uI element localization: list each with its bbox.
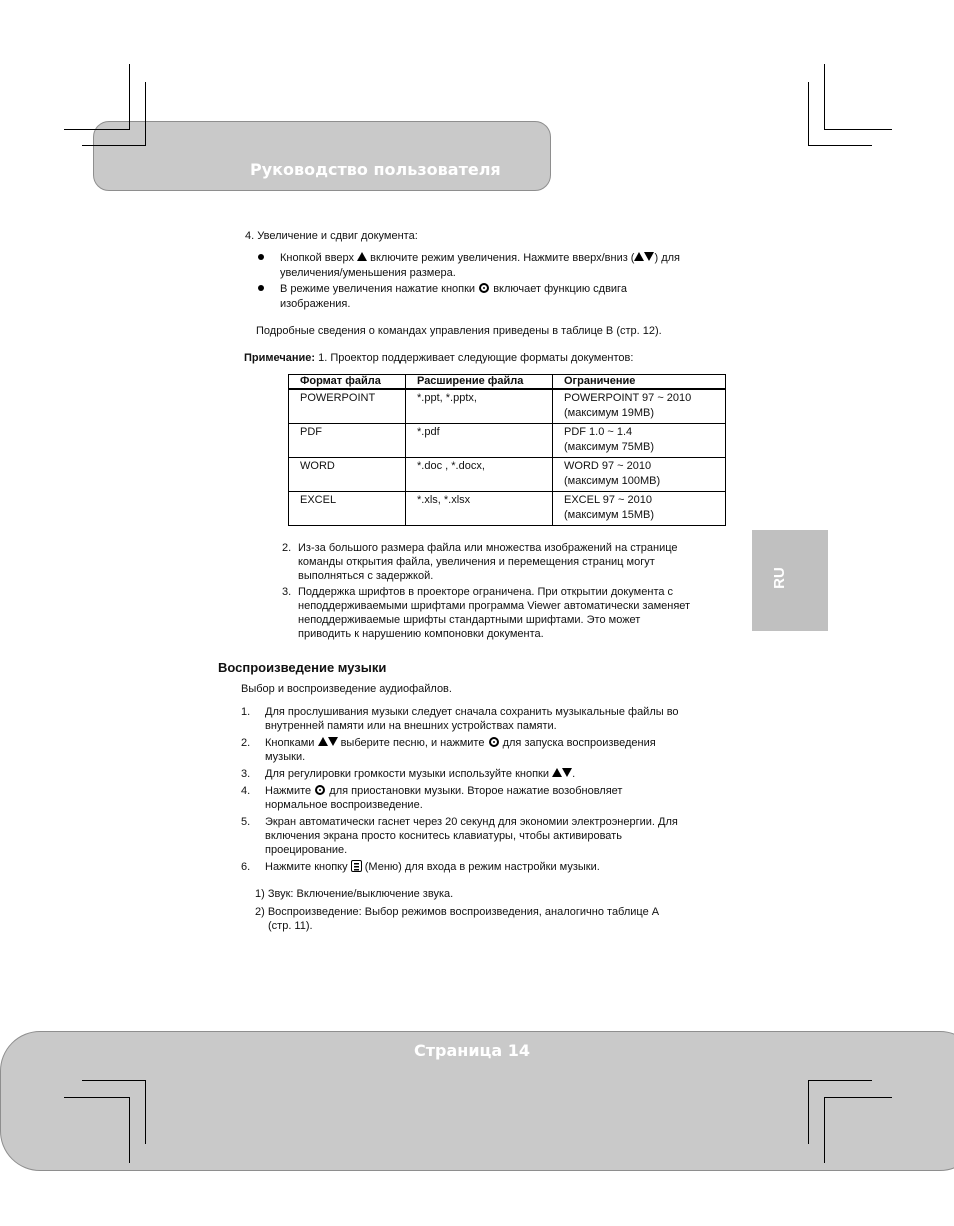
arrow-down-icon — [644, 252, 654, 261]
page-header-title: Руководство пользователя — [250, 160, 501, 179]
limit-line: POWERPOINT 97 ~ 2010 — [564, 392, 692, 404]
table-cell: PDF — [289, 424, 406, 458]
section-intro: Выбор и воспроизведение аудиофайлов. — [241, 683, 452, 695]
crop-mark — [129, 64, 130, 130]
limit-line: (максимум 19MB) — [564, 407, 655, 419]
formats-table — [288, 374, 726, 526]
table-cell — [553, 458, 726, 492]
ok-button-icon — [489, 737, 499, 747]
step-text: . — [572, 768, 576, 780]
crop-mark — [64, 129, 130, 130]
crop-mark — [145, 82, 146, 146]
bullet-text: включите режим увеличения. Нажмите вверх/вниз ( — [370, 252, 635, 264]
table-cell — [553, 389, 726, 424]
step-text: Экран автоматически гаснет через 20 секунд для экономии электроэнергии. Для — [265, 816, 678, 828]
crop-mark — [808, 82, 809, 146]
table-row — [289, 389, 726, 424]
table-cell: EXCEL — [289, 492, 406, 526]
sub-item: 1) Звук: Включение/выключение звука. — [255, 888, 454, 900]
page-label: Страница — [414, 1041, 503, 1060]
ok-button-icon — [479, 283, 489, 293]
step-item — [265, 736, 656, 750]
page-number — [414, 1041, 530, 1061]
crop-mark — [82, 1080, 146, 1081]
crop-mark — [824, 129, 892, 130]
bullet-text: изображения. — [280, 298, 351, 310]
note-text: выполняться с задержкой. — [298, 570, 434, 582]
step-text: проецирование. — [265, 844, 348, 856]
header-tab — [93, 121, 551, 191]
note-text: Из-за большого размера файла или множества изображений на странице — [298, 542, 678, 554]
crop-mark — [824, 64, 825, 130]
step-text: Нажмите кнопку — [265, 861, 348, 873]
step-item — [265, 767, 575, 781]
step-number: 6. — [241, 861, 251, 873]
language-tab-label: RU — [771, 567, 788, 589]
step-text: для приостановки музыки. Второе нажатие возобновляет — [329, 785, 623, 797]
step-text: Нажмите — [265, 785, 312, 797]
note-text: приводить к нарушению компоновки документа. — [298, 628, 544, 640]
arrow-up-icon — [318, 737, 328, 746]
step-text: Для регулировки громкости музыки используйте кнопки — [265, 768, 549, 780]
table-cell: POWERPOINT — [289, 389, 406, 424]
table-header-cell: Формат файла — [289, 375, 406, 390]
limit-line: PDF 1.0 ~ 1.4 — [564, 426, 633, 438]
limit-line: (максимум 100MB) — [564, 475, 661, 487]
menu-button-icon — [351, 860, 362, 872]
arrow-up-icon — [552, 768, 562, 777]
table-row — [289, 424, 726, 458]
crop-mark — [808, 145, 872, 146]
note-text: неподдерживаемые шрифты стандартными шрифтами. Это может — [298, 614, 641, 626]
step-text: (Меню) для входа в режим настройки музыки. — [364, 861, 600, 873]
table-cell: *.ppt, *.pptx, — [406, 389, 553, 424]
note-text: Поддержка шрифтов в проекторе ограничена. При открытии документа с — [298, 586, 674, 598]
note-text: 1. Проектор поддерживает следующие форматы документов: — [318, 352, 634, 364]
limit-line: WORD 97 ~ 2010 — [564, 460, 652, 472]
bullet-text: включает функцию сдвига — [493, 283, 627, 295]
doc-zoom-heading: 4. Увеличение и сдвиг документа: — [245, 230, 418, 242]
note-number: 3. — [282, 586, 292, 598]
step-number: 1. — [241, 706, 251, 718]
step-item — [265, 784, 622, 798]
arrow-down-icon — [562, 768, 572, 777]
crop-mark — [145, 1080, 146, 1144]
reference-text: Подробные сведения о командах управления приведены в таблице В (стр. 12). — [256, 325, 662, 337]
limit-line: (максимум 75MB) — [564, 441, 655, 453]
table-header-cell: Расширение файла — [406, 375, 553, 390]
bullet-text: В режиме увеличения нажатие кнопки — [280, 283, 476, 295]
bullet-text: Кнопкой вверх — [280, 252, 354, 264]
table-cell — [553, 492, 726, 526]
language-tab — [752, 530, 828, 631]
bullet-text: увеличения/уменьшения размера. — [280, 267, 456, 279]
crop-mark — [824, 1097, 825, 1163]
crop-mark — [82, 145, 146, 146]
limit-line: EXCEL 97 ~ 2010 — [564, 494, 652, 506]
crop-mark — [129, 1097, 130, 1163]
step-number: 3. — [241, 768, 251, 780]
crop-mark — [824, 1097, 892, 1098]
step-text: Для прослушивания музыки следует сначала сохранить музыкальные файлы во — [265, 706, 679, 718]
note-text: неподдерживаемыми шрифтами программа Viewer автоматически заменяет — [298, 600, 691, 612]
table-header-row — [289, 375, 726, 390]
table-row — [289, 492, 726, 526]
step-item — [265, 860, 600, 874]
step-number: 2. — [241, 737, 251, 749]
bullet — [258, 254, 264, 260]
page-number-value: 14 — [507, 1041, 531, 1060]
table-row — [289, 458, 726, 492]
note-label: Примечание: — [244, 352, 316, 364]
sub-item: 2) Воспроизведение: Выбор режимов воспроизведения, аналогично таблице А — [255, 906, 660, 918]
table-cell — [553, 424, 726, 458]
arrow-up-icon — [634, 252, 644, 261]
table-cell: *.doc , *.docx, — [406, 458, 553, 492]
step-number: 5. — [241, 816, 251, 828]
section-title: Воспроизведение музыки — [218, 660, 387, 675]
crop-mark — [64, 1097, 130, 1098]
sub-item: (стр. 11). — [268, 920, 313, 932]
table-header-cell: Ограничение — [553, 375, 726, 390]
table-cell: *.pdf — [406, 424, 553, 458]
step-text: выберите песню, и нажмите — [340, 737, 485, 749]
arrow-up-icon — [357, 252, 367, 261]
bullet-item — [280, 282, 627, 296]
limit-line: (максимум 15MB) — [564, 509, 655, 521]
note — [244, 351, 633, 365]
step-text: включения экрана просто коснитесь клавиатуры, чтобы активировать — [265, 830, 622, 842]
step-text: нормальное воспроизведение. — [265, 799, 423, 811]
table-cell: WORD — [289, 458, 406, 492]
note-text: команды открытия файла, увеличения и перемещения страниц могут — [298, 556, 655, 568]
step-number: 4. — [241, 785, 251, 797]
bullet-item — [280, 251, 680, 265]
crop-mark — [808, 1080, 809, 1144]
table-cell: *.xls, *.xlsx — [406, 492, 553, 526]
bullet-text: ) для — [654, 252, 680, 264]
step-text: для запуска воспроизведения — [502, 737, 656, 749]
ok-button-icon — [315, 785, 325, 795]
crop-mark — [808, 1080, 872, 1081]
bullet — [258, 285, 264, 291]
note-number: 2. — [282, 542, 292, 554]
arrow-down-icon — [328, 737, 338, 746]
step-text: музыки. — [265, 751, 306, 763]
step-text: Кнопками — [265, 737, 315, 749]
step-text: внутренней памяти или на внешних устройствах памяти. — [265, 720, 557, 732]
